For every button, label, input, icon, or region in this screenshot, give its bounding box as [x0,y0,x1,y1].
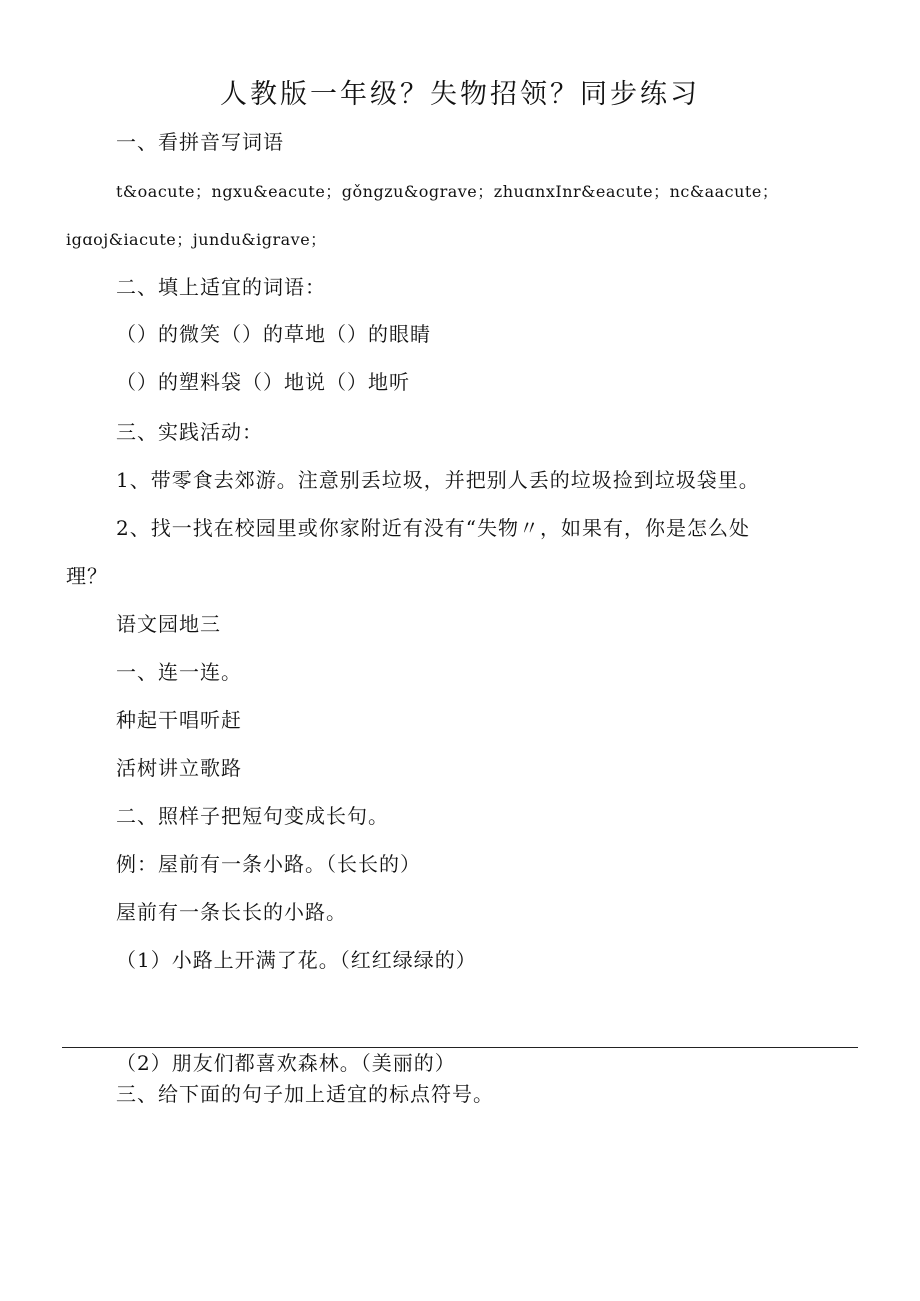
match-row-2: 活树讲立歌路 [116,756,242,780]
section-2-heading: 二、填上适宜的词语： [116,275,326,299]
activity-item-1: 1、带零食去郊游。注意别丢垃圾，并把别人丢的垃圾捡到垃圾袋里。 [116,468,760,492]
fill-blank-line-1: （）的微笑（）的草地（）的眼睛 [116,322,431,346]
extend-sentence-heading: 二、照样子把短句变成长句。 [116,804,389,828]
example-answer: 屋前有一条长长的小路。 [116,900,347,924]
pinyin-line-1: t&oacute；ngxu&eacute；gǒngzu&ograve；zhuɑnxInr&eacute；nc&aacute； [116,182,779,201]
section-1-heading: 一、看拼音写词语 [116,130,284,154]
page-title: 人教版一年级？失物招领？同步练习 [220,79,700,110]
fill-blank-line-2: （）的塑料袋（）地说（）地听 [116,370,410,394]
activity-item-2-continued: 理？ [66,564,108,588]
match-row-1: 种起干唱听赶 [116,708,242,732]
punctuation-heading: 三、给下面的句子加上适宜的标点符号。 [116,1082,494,1106]
pinyin-line-2: igɑoj&iacute；jundu&igrave； [66,230,327,249]
example-sentence: 例：屋前有一条小路。（长长的） [116,852,421,876]
exercise-1: （1）小路上开满了花。（红红绿绿的） [116,948,477,972]
match-heading: 一、连一连。 [116,660,242,684]
activity-item-2: 2、找一找在校园里或你家附近有没有“失物〃，如果有，你是怎么处 [116,516,750,540]
chinese-garden-heading: 语文园地三 [116,612,221,636]
section-3-heading: 三、实践活动： [116,420,263,444]
exercise-2: （2）朋友们都喜欢森林。（美丽的） [116,1051,456,1075]
answer-line [62,1047,858,1048]
